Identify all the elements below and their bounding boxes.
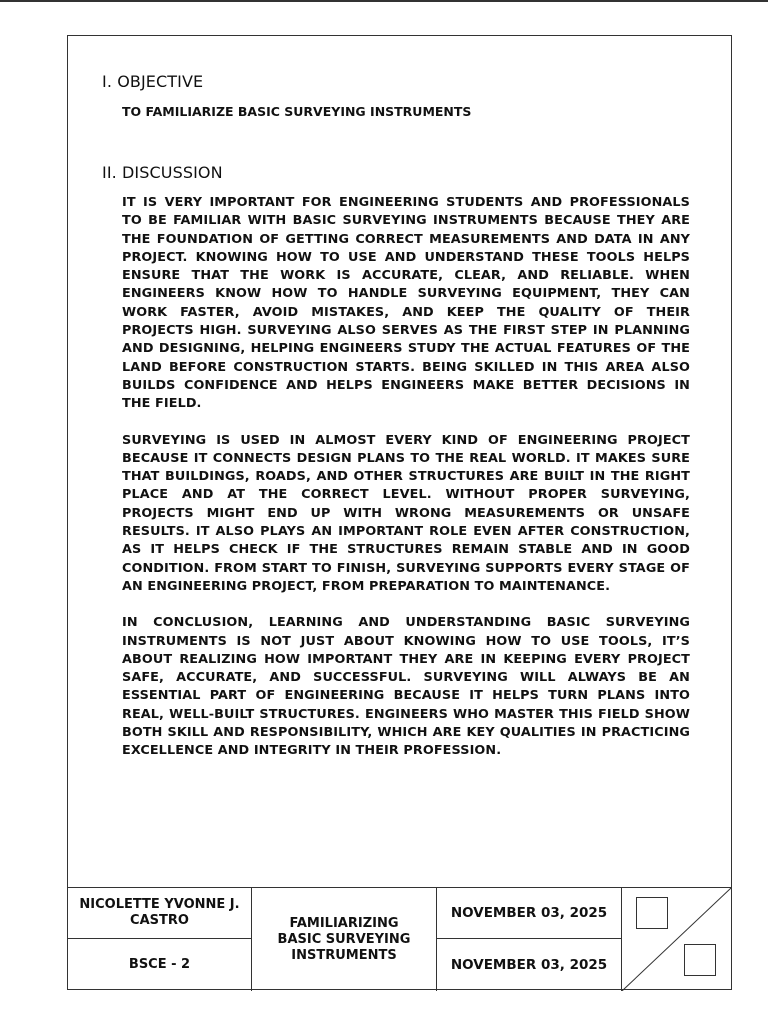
student-name-cell — [68, 888, 252, 939]
discussion-paragraph-3: IN CONCLUSION, LEARNING AND UNDERSTANDING BASIC SURVEYING INSTRUMENTS IS NOT JUST ABOUT KNOWING HOW TO USE TOOLS, IT’S ABOUT REALIZING HOW IMPORTANT THEY ARE IN KEEPING EVERY PROJECT SAFE, ACCURATE, AND SUCCESSFUL. SURVEYING WILL ALWAYS BE AN ESSENTIAL PART OF ENGINEERING BECAUSE IT HELPS TURN PLANS INTO REAL, WELL-BUILT STRUCTURES. ENGINEERS WHO MASTER THIS FIELD SHOW BOTH SKILL AND RESPONSIBILITY, WHICH ARE KEY QUALITIES IN PRACTICING EXCELLENCE AND INTEGRITY IN THEIR PROFESSION. — [122, 615, 690, 759]
title-block — [68, 887, 731, 991]
date-performed: NOVEMBER 03, 2025 — [450, 905, 608, 921]
date-submitted: NOVEMBER 03, 2025 — [450, 957, 608, 973]
section-cell — [68, 939, 252, 991]
discussion-body — [122, 194, 690, 779]
checkbox-top[interactable] — [636, 897, 668, 929]
objective-heading: I. OBJECTIVE — [102, 72, 204, 91]
page-top-rule — [0, 0, 768, 2]
date-performed-cell — [437, 888, 622, 939]
discussion-paragraph-2: SURVEYING IS USED IN ALMOST EVERY KIND OF ENGINEERING PROJECT BECAUSE IT CONNECTS DESIGN PLANS TO THE REAL WORLD. IT MAKES SURE THAT BUILDINGS, ROADS, AND OTHER STRUCTURES ARE BUILT IN THE RIGHT PLACE AND AT THE CORRECT LEVEL. WITHOUT PROPER SURVEYING, PROJECTS MIGHT END UP WITH WRONG MEASUREMENTS OR UNSAFE RESULTS. IT ALSO PLAYS AN IMPORTANT ROLE EVEN AFTER CONSTRUCTION, AS IT HELPS CHECK IF THE STRUCTURES REMAIN STABLE AND IN GOOD CONDITION. FROM START TO FINISH, SURVEYING SUPPORTS EVERY STAGE OF AN ENGINEERING PROJECT, FROM PREPARATION TO MAINTENANCE. — [122, 432, 690, 594]
student-name: NICOLETTE YVONNE J. CASTRO — [79, 897, 240, 928]
activity-title-cell — [252, 888, 437, 991]
grade-check-cell — [622, 888, 731, 991]
discussion-heading: II. DISCUSSION — [102, 163, 223, 182]
date-submitted-cell — [437, 939, 622, 991]
activity-title: FAMILIARIZING BASIC SURVEYING INSTRUMENTS — [277, 915, 411, 963]
report-sheet — [67, 35, 732, 990]
checkbox-bottom[interactable] — [684, 944, 716, 976]
objective-text: TO FAMILIARIZE BASIC SURVEYING INSTRUMENTS — [122, 104, 472, 119]
section-label: BSCE - 2 — [128, 957, 191, 972]
discussion-paragraph-1: IT IS VERY IMPORTANT FOR ENGINEERING STUDENTS AND PROFESSIONALS TO BE FAMILIAR WITH BASIC SURVEYING INSTRUMENTS BECAUSE THEY ARE THE FOUNDATION OF GETTING CORRECT MEASUREMENTS AND DATA IN ANY PROJECT. KNOWING HOW TO USE AND UNDERSTAND THESE TOOLS HELPS ENSURE THAT THE WORK IS ACCURATE, CLEAR, AND RELIABLE. WHEN ENGINEERS KNOW HOW TO HANDLE SURVEYING EQUIPMENT, THEY CAN WORK FASTER, AVOID MISTAKES, AND KEEP THE QUALITY OF THEIR PROJECTS HIGH. SURVEYING ALSO SERVES AS THE FIRST STEP IN PLANNING AND DESIGNING, HELPING ENGINEERS STUDY THE ACTUAL FEATURES OF THE LAND BEFORE CONSTRUCTION STARTS. BEING SKILLED IN THIS AREA ALSO BUILDS CONFIDENCE AND HELPS ENGINEERS MAKE BETTER DECISIONS IN THE FIELD. — [122, 195, 690, 412]
